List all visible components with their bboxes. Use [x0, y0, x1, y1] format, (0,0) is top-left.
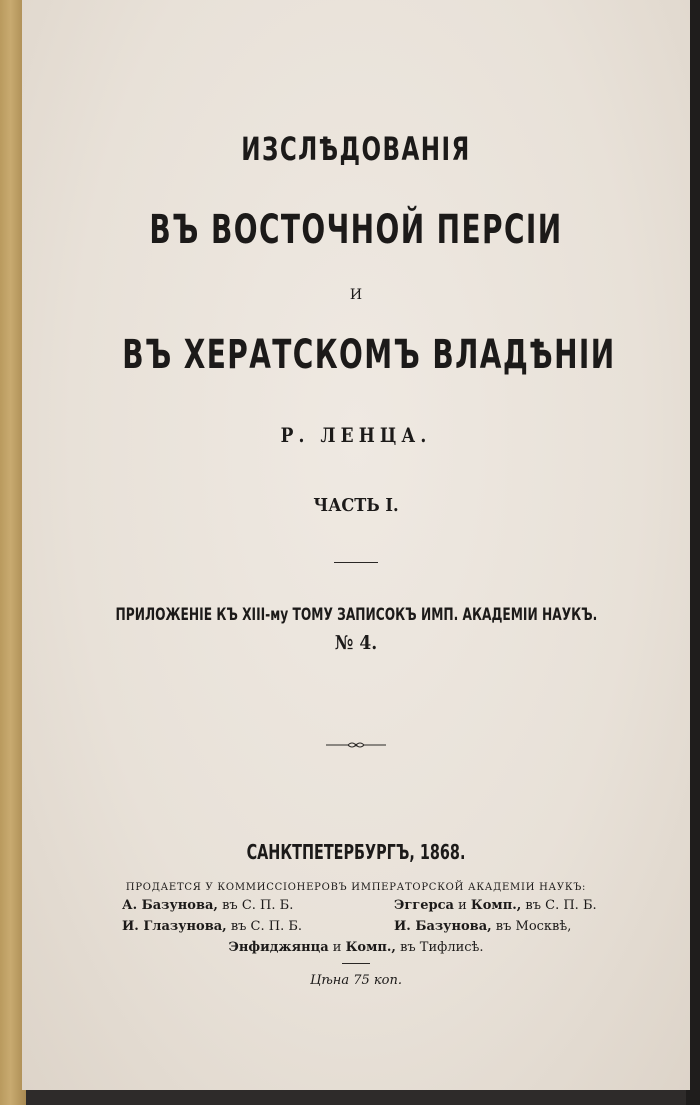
price-note: Цѣна 75 коп.	[309, 973, 403, 988]
seller-place: въ Тифлисѣ.	[395, 940, 484, 955]
title-line-1: ИЗСЛѢДОВАНІЯ	[241, 130, 471, 168]
imprint-city-year: САНКТПЕТЕРБУРГЪ, 1868.	[246, 840, 466, 864]
seller-name: И. Глазунова,	[122, 919, 227, 934]
seller-connector: и	[453, 898, 471, 913]
seller-name: И. Базунова,	[394, 919, 492, 934]
seller-name-2: Комп.,	[345, 940, 396, 955]
title-line-3: ВЪ ХЕРАТСКОМЪ ВЛАДѢНІИ	[122, 332, 616, 378]
divider-rule-small	[342, 963, 370, 964]
seller-place: въ С. П. Б.	[217, 898, 294, 913]
ornament-divider	[326, 740, 386, 750]
author-name: Р. ЛЕНЦА.	[280, 423, 432, 447]
appendix-note: ПРИЛОЖЕНІЕ КЪ XIII-му ТОМУ ЗАПИСОКЪ ИМП. АКАДЕМІИ НАУКЪ.	[115, 605, 598, 625]
divider-rule	[334, 562, 378, 563]
appendix-number: № 4.	[334, 632, 378, 654]
title-conjunction: И	[349, 287, 363, 303]
seller-place: въ С. П. Б.	[521, 898, 597, 913]
part-label: ЧАСТЬ I.	[313, 495, 399, 516]
seller-entry	[22, 940, 690, 955]
seller-name: Эггерса	[394, 898, 454, 913]
title-page	[22, 0, 690, 1090]
imprint-sold-by: ПРОДАЕТСЯ У КОММИССІОНЕРОВЪ ИМПЕРАТОРСКОЙ АКАДЕМІИ НАУКЪ:	[125, 881, 587, 893]
title-line-2: ВЪ ВОСТОЧНОЙ ПЕРСІИ	[149, 207, 563, 253]
seller-entry	[394, 919, 571, 934]
seller-name-2: Комп.,	[470, 898, 522, 913]
seller-place: въ Москвѣ,	[491, 919, 572, 934]
seller-name: А. Базунова,	[122, 898, 218, 913]
seller-place: въ С. П. Б.	[226, 919, 303, 934]
seller-entry	[122, 898, 293, 913]
seller-name: Энфиджянца	[228, 940, 329, 955]
seller-entry	[394, 898, 597, 913]
seller-entry	[122, 919, 302, 934]
seller-connector: и	[328, 940, 346, 955]
